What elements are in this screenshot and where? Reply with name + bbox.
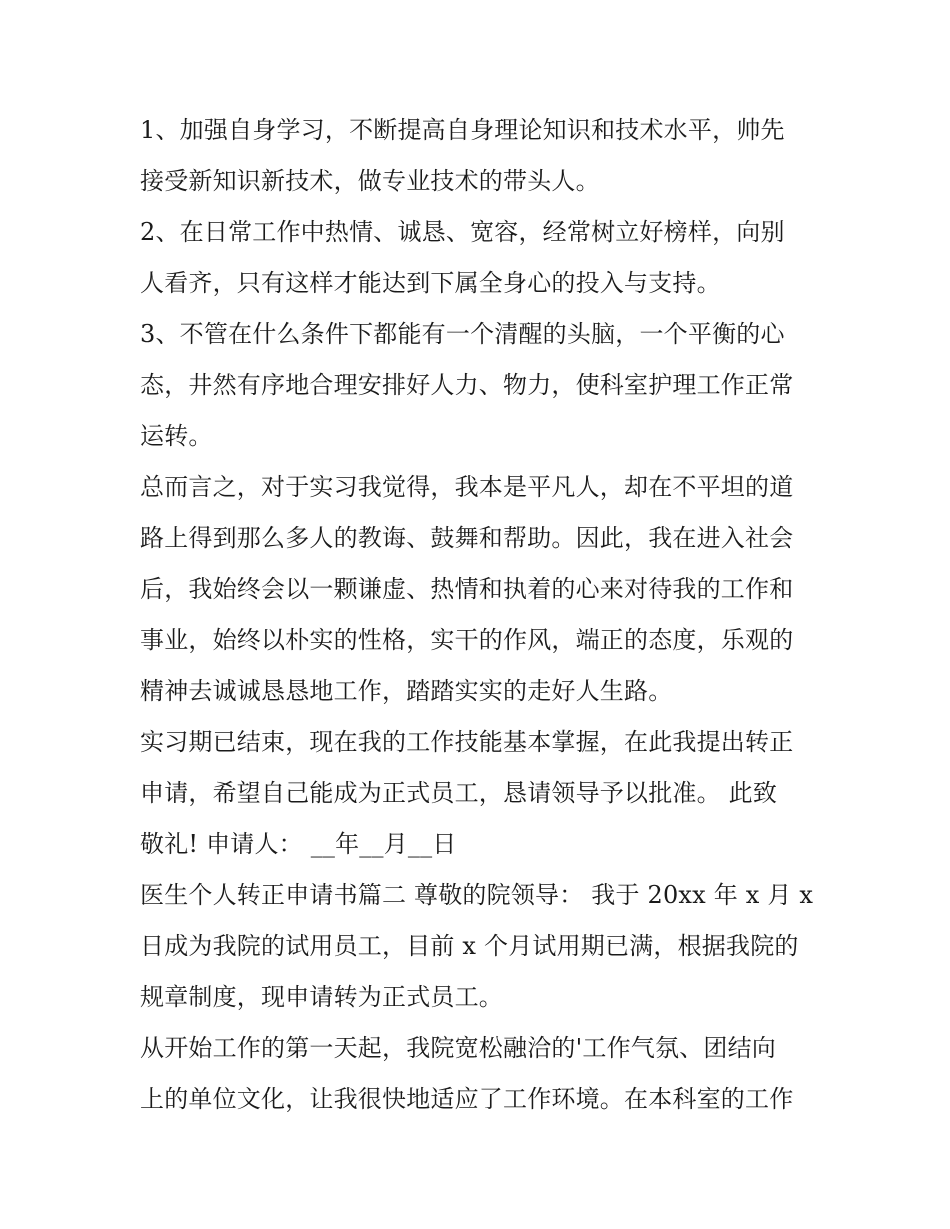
- paragraph-summary: [140, 462, 820, 717]
- document-body: [140, 105, 820, 1125]
- paragraph-item-3: [140, 309, 820, 462]
- paragraph-application: [140, 717, 820, 870]
- text-line: 后，我始终会以一颗谦虚、热情和执着的心来对待我的工作和: [140, 575, 794, 603]
- signature-line: 敬礼! 申请人： __年__月__日: [140, 830, 457, 858]
- text-line: 接受新知识新技术，做专业技术的带头人。: [140, 167, 600, 195]
- text-line: 实习期已结束，现在我的工作技能基本掌握，在此我提出转正: [140, 728, 794, 756]
- text-line: 事业，始终以朴实的性格，实干的作风，端正的态度，乐观的: [140, 626, 794, 654]
- text-line: 3、不管在什么条件下都能有一个清醒的头脑，一个平衡的心: [140, 320, 785, 348]
- text-line: 路上得到那么多人的教诲、鼓舞和帮助。因此，我在进入社会: [140, 524, 794, 552]
- text-line: 1、加强自身学习，不断提高自身理论知识和技术水平，帅先: [140, 116, 785, 144]
- text-line: 从开始工作的第一天起，我院宽松融洽的'工作气氛、团结向: [140, 1034, 776, 1062]
- text-line: 申请，希望自己能成为正式员工，恳请领导予以批准。 此致: [140, 779, 778, 807]
- text-line: 态，井然有序地合理安排好人力、物力，使科室护理工作正常: [140, 371, 794, 399]
- text-line: 2、在日常工作中热情、诚恳、宽容，经常树立好榜样，向别: [140, 218, 785, 246]
- text-line: 规章制度，现申请转为正式员工。: [140, 983, 503, 1011]
- text-line: 总而言之，对于实习我觉得，我本是平凡人，却在不平坦的道: [140, 473, 794, 501]
- paragraph-second-letter: [140, 870, 820, 1023]
- text-line: 精神去诚诚恳恳地工作，踏踏实实的走好人生路。: [140, 677, 673, 705]
- text-line: 日成为我院的试用员工，目前 x 个月试用期已满，根据我院的: [140, 932, 799, 960]
- text-line: 医生个人转正申请书篇二 尊敬的院领导： 我于 20xx 年 x 月 x: [140, 881, 814, 909]
- text-line: 运转。: [140, 422, 213, 450]
- text-line: 人看齐，只有这样才能达到下属全身心的投入与支持。: [140, 269, 721, 297]
- paragraph-item-2: [140, 207, 820, 309]
- paragraph-work-start: [140, 1023, 820, 1125]
- paragraph-item-1: [140, 105, 820, 207]
- text-line: 上的单位文化，让我很快地适应了工作环境。在本科室的工作: [140, 1085, 794, 1113]
